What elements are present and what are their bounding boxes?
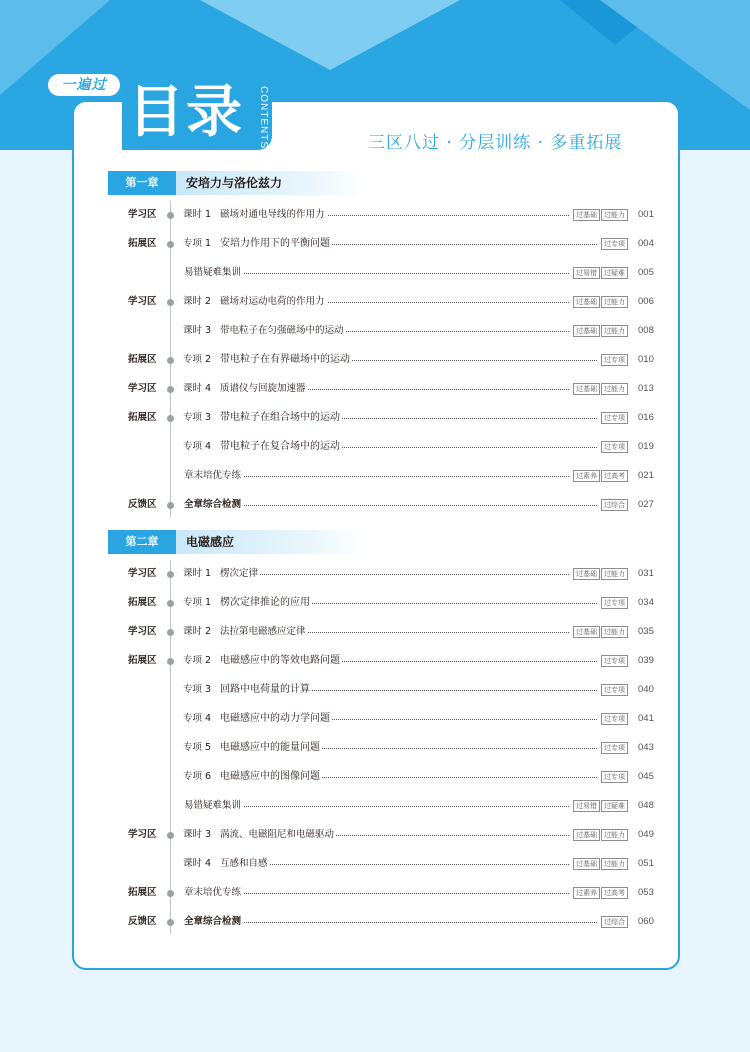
entry-type: 课时 4	[183, 383, 212, 394]
timeline-dot	[167, 571, 174, 578]
toc-entry[interactable]	[0, 439, 750, 455]
page-number: 049	[638, 829, 654, 840]
toc-entry[interactable]	[0, 769, 750, 785]
toc-entry[interactable]	[0, 265, 750, 281]
skill-tag: 过专项	[601, 412, 628, 424]
dotted-leader	[230, 893, 569, 894]
dotted-leader	[230, 476, 569, 477]
entry-type: 易错疑难集训	[184, 265, 244, 281]
entry-title: 电磁感应中的图像问题	[220, 769, 322, 785]
skill-tag: 过基础	[573, 829, 600, 841]
page-number: 019	[638, 441, 654, 452]
skill-tag: 过基础	[573, 568, 600, 580]
zone-label: 拓展区	[128, 412, 157, 423]
zone-label: 拓展区	[128, 597, 157, 608]
toc-entry[interactable]	[0, 497, 750, 513]
toc-entry[interactable]	[0, 740, 750, 756]
page-number: 039	[638, 655, 654, 666]
timeline-dot	[167, 212, 174, 219]
page-number: 031	[638, 568, 654, 579]
timeline-dot	[167, 357, 174, 364]
entry-type: 专项 2	[183, 354, 212, 365]
skill-tag: 过专项	[601, 238, 628, 250]
skill-tag: 过基础	[573, 383, 600, 395]
skill-tag: 过基础	[573, 209, 600, 221]
timeline-dot	[167, 299, 174, 306]
skill-tag: 过专项	[601, 684, 628, 696]
skill-tag: 过能力	[601, 626, 628, 638]
chapter-header	[108, 530, 300, 554]
toc-entry[interactable]	[0, 566, 750, 582]
zone-label: 反馈区	[128, 499, 157, 510]
toc-entry[interactable]	[0, 653, 750, 669]
page-title: 目录	[128, 80, 244, 145]
entry-type: 专项 4	[183, 441, 212, 452]
toc-entry[interactable]	[0, 207, 750, 223]
toc-entry[interactable]	[0, 294, 750, 310]
page-number: 048	[638, 800, 654, 811]
skill-tag: 过能力	[601, 296, 628, 308]
skill-tag: 过基础	[573, 626, 600, 638]
entry-type: 课时 1	[183, 568, 212, 579]
dotted-leader	[230, 505, 597, 506]
skill-tag: 过高考	[601, 887, 628, 899]
page-number: 051	[638, 858, 654, 869]
entry-type: 课时 2	[183, 626, 212, 637]
page-number: 006	[638, 296, 654, 307]
banner-triangle	[200, 0, 460, 70]
entry-title: 带电粒子在组合场中的运动	[220, 410, 342, 426]
zone-label: 拓展区	[128, 887, 157, 898]
zone-label: 学习区	[128, 568, 157, 579]
skill-tag: 过专项	[601, 354, 628, 366]
entry-title: 安培力作用下的平衡问题	[220, 236, 332, 252]
skill-tag: 过高考	[601, 470, 628, 482]
page-number: 010	[638, 354, 654, 365]
entry-type: 专项 4	[183, 713, 212, 724]
skill-tag: 过专项	[601, 441, 628, 453]
toc-entry[interactable]	[0, 624, 750, 640]
banner-triangle	[600, 0, 750, 110]
zone-label: 学习区	[128, 209, 157, 220]
toc-entry[interactable]	[0, 595, 750, 611]
entry-type: 专项 5	[183, 742, 212, 753]
zone-label: 学习区	[128, 296, 157, 307]
chapter-header	[108, 171, 300, 195]
skill-tag: 过基础	[573, 296, 600, 308]
toc-entry[interactable]	[0, 352, 750, 368]
page-number: 040	[638, 684, 654, 695]
skill-tag: 过能力	[601, 858, 628, 870]
timeline-dot	[167, 502, 174, 509]
entry-title: 互感和自感	[220, 856, 270, 872]
timeline-dot	[167, 600, 174, 607]
zone-label: 拓展区	[128, 238, 157, 249]
skill-tag: 过易错	[573, 267, 600, 279]
toc-entry[interactable]	[0, 381, 750, 397]
entry-title: 法拉第电磁感应定律	[220, 624, 308, 640]
entry-title: 带电粒子在有界磁场中的运动	[220, 352, 352, 368]
timeline-dot	[167, 658, 174, 665]
skill-tag: 过素养	[573, 470, 600, 482]
skill-tag: 过综合	[601, 499, 628, 511]
chapter-number: 第一章	[108, 171, 176, 195]
entry-type: 专项 2	[183, 655, 212, 666]
page-number: 013	[638, 383, 654, 394]
entry-title: 磁场对运动电荷的作用力	[220, 294, 327, 310]
toc-entry[interactable]	[0, 856, 750, 872]
page-number: 053	[638, 887, 654, 898]
skill-tag: 过专项	[601, 742, 628, 754]
page-number: 001	[638, 209, 654, 220]
entry-title: 带电粒子在匀强磁场中的运动	[220, 323, 346, 339]
zone-label: 学习区	[128, 829, 157, 840]
chapter-title: 电磁感应	[176, 530, 366, 554]
skill-tag: 过素养	[573, 887, 600, 899]
skill-tag: 过易错	[573, 800, 600, 812]
skill-tag: 过专项	[601, 655, 628, 667]
zone-label: 学习区	[128, 383, 157, 394]
toc-entry[interactable]	[0, 236, 750, 252]
skill-tag: 过基础	[573, 325, 600, 337]
timeline-dot	[167, 832, 174, 839]
page-number: 027	[638, 499, 654, 510]
entry-type: 课时 3	[183, 325, 212, 336]
skill-tag: 过综合	[601, 916, 628, 928]
toc-entry[interactable]	[0, 410, 750, 426]
entry-type: 课时 2	[183, 296, 212, 307]
skill-tag: 过专项	[601, 771, 628, 783]
entry-type: 课时 1	[183, 209, 212, 220]
entry-type: 章末培优专练	[184, 468, 244, 484]
entry-title: 回路中电荷量的计算	[220, 682, 312, 698]
chapter-title: 安培力与洛伦兹力	[176, 171, 366, 195]
zone-label: 拓展区	[128, 354, 157, 365]
entry-title: 电磁感应中的等效电路问题	[220, 653, 342, 669]
dotted-leader	[230, 922, 597, 923]
page-number: 021	[638, 470, 654, 481]
toc-entry[interactable]	[0, 798, 750, 814]
skill-tag: 过能力	[601, 568, 628, 580]
entry-title: 楞次定律推论的应用	[220, 595, 312, 611]
timeline-dot	[167, 415, 174, 422]
entry-type: 全章综合检测	[184, 497, 244, 513]
dotted-leader	[230, 574, 569, 575]
page-number: 016	[638, 412, 654, 423]
page-number: 045	[638, 771, 654, 782]
skill-tag: 过能力	[601, 383, 628, 395]
toc-entry[interactable]	[0, 827, 750, 843]
timeline-dot	[167, 629, 174, 636]
page-number: 035	[638, 626, 654, 637]
skill-tag: 过专项	[601, 713, 628, 725]
timeline-dot	[167, 386, 174, 393]
entry-title: 电磁感应中的能量问题	[220, 740, 322, 756]
dotted-leader	[230, 273, 569, 274]
entry-title: 涡流、电磁阻尼和电磁驱动	[220, 827, 336, 843]
timeline-dot	[167, 241, 174, 248]
entry-title: 电磁感应中的动力学问题	[220, 711, 332, 727]
entry-title: 质谱仪与回旋加速器	[220, 381, 308, 397]
entry-type: 专项 6	[183, 771, 212, 782]
dotted-leader	[230, 864, 569, 865]
brand-logo: 一遍过	[48, 74, 120, 96]
entry-type: 专项 1	[183, 597, 212, 608]
entry-type: 专项 3	[183, 412, 212, 423]
skill-tag: 过基础	[573, 858, 600, 870]
slogan: 三区八过 · 分层训练 · 多重拓展	[368, 133, 623, 153]
entry-title: 楞次定律	[220, 566, 260, 582]
dotted-leader	[230, 806, 569, 807]
chapter-number: 第二章	[108, 530, 176, 554]
page-number: 041	[638, 713, 654, 724]
toc-entry[interactable]	[0, 682, 750, 698]
toc-entry[interactable]	[0, 914, 750, 930]
toc-entry[interactable]	[0, 885, 750, 901]
skill-tag: 过疑难	[601, 800, 628, 812]
entry-title: 磁场对通电导线的作用力	[220, 207, 327, 223]
toc-entry[interactable]	[0, 468, 750, 484]
entry-type: 专项 1	[183, 238, 212, 249]
page-number: 005	[638, 267, 654, 278]
entry-title: 带电粒子在复合场中的运动	[220, 439, 342, 455]
entry-type: 课时 4	[183, 858, 212, 869]
page-number: 008	[638, 325, 654, 336]
toc-entry[interactable]	[0, 323, 750, 339]
entry-type: 易错疑难集训	[184, 798, 244, 814]
page-number: 060	[638, 916, 654, 927]
page-number: 034	[638, 597, 654, 608]
skill-tag: 过能力	[601, 829, 628, 841]
entry-type: 章末培优专练	[184, 885, 244, 901]
page-number: 004	[638, 238, 654, 249]
page-number: 043	[638, 742, 654, 753]
skill-tag: 过能力	[601, 209, 628, 221]
entry-type: 课时 3	[183, 829, 212, 840]
skill-tag: 过能力	[601, 325, 628, 337]
timeline-dot	[167, 919, 174, 926]
skill-tag: 过疑难	[601, 267, 628, 279]
entry-type: 全章综合检测	[184, 914, 244, 930]
contents-label: CONTENTS	[258, 86, 269, 149]
entry-type: 专项 3	[183, 684, 212, 695]
timeline-dot	[167, 890, 174, 897]
zone-label: 反馈区	[128, 916, 157, 927]
zone-label: 学习区	[128, 626, 157, 637]
skill-tag: 过专项	[601, 597, 628, 609]
zone-label: 拓展区	[128, 655, 157, 666]
toc-entry[interactable]	[0, 711, 750, 727]
